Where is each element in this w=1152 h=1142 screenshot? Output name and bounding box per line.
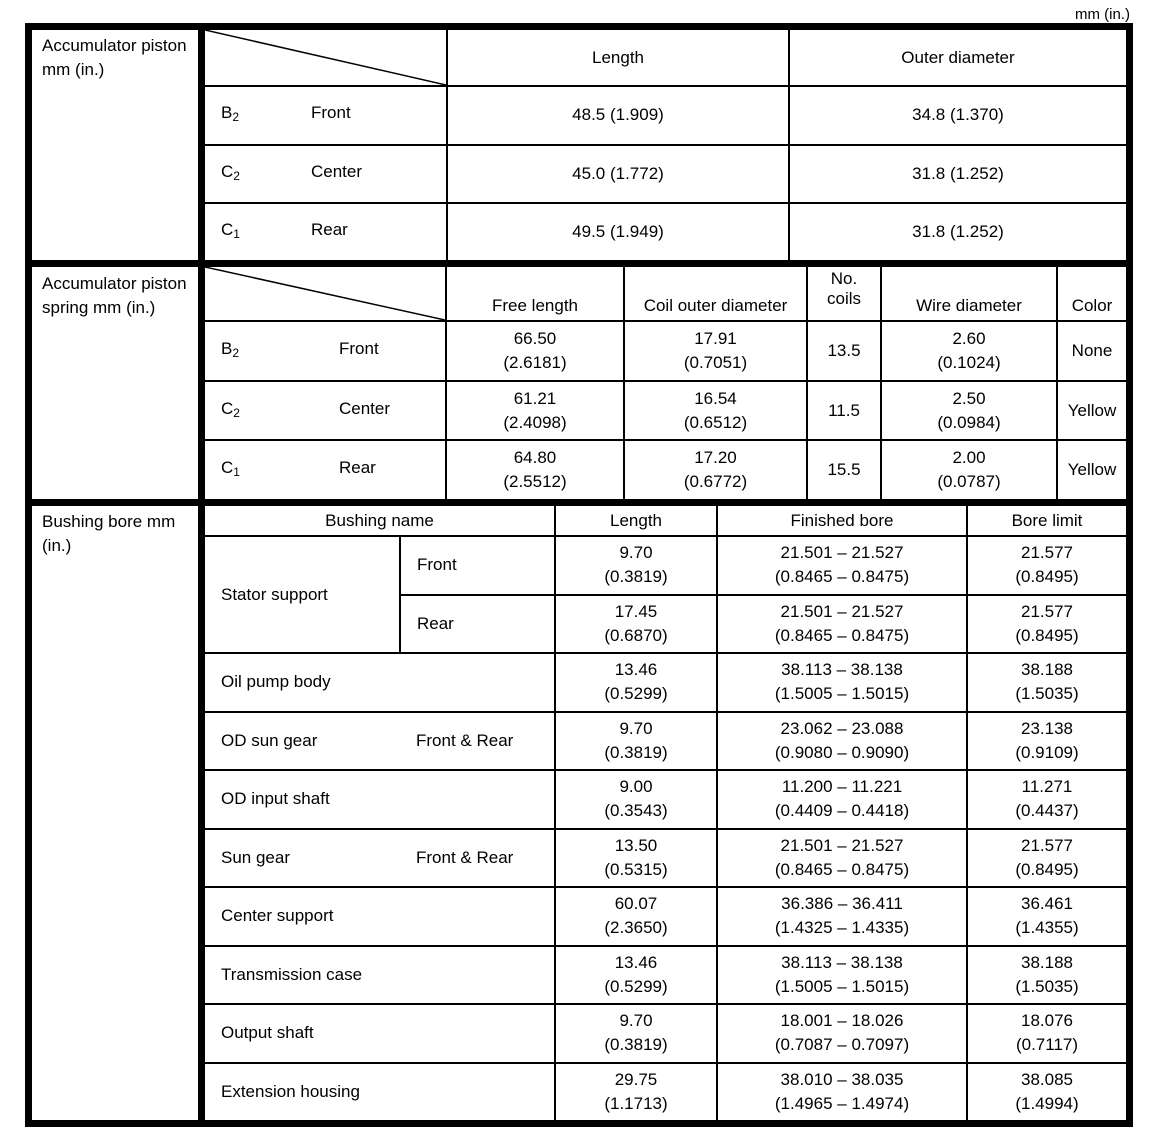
mm-value: 17.91	[694, 328, 737, 348]
mm-value: 38.113 – 38.138	[781, 952, 903, 972]
bore-limit-value	[967, 946, 1126, 1005]
bushing-bore-label: Bushing bore mm (in.)	[42, 512, 176, 555]
position-text: Front & Rear	[416, 847, 514, 867]
mm-value: 21.577	[1021, 543, 1073, 563]
mm-value: 16.54	[694, 388, 737, 408]
inch-value: (0.3819)	[604, 742, 668, 762]
accumulator-spring-label: Accumulator piston spring mm (in.)	[42, 274, 187, 317]
length-value: 49.5 (1.949)	[447, 203, 789, 260]
table-row	[205, 440, 1126, 499]
inch-value: (0.1024)	[937, 352, 1001, 372]
coil-od-value	[624, 321, 807, 381]
mm-value: 66.50	[513, 328, 557, 348]
mm-value: 17.45	[614, 601, 658, 621]
inch-value: (0.0984)	[937, 412, 1001, 432]
col-header-no-coils: No. coils	[807, 267, 881, 321]
mm-value: 23.138	[1021, 718, 1073, 738]
mm-value: 2.00	[952, 448, 986, 468]
position: Center	[339, 398, 391, 418]
inch-value: (1.5035)	[1015, 684, 1079, 704]
inch-value: (0.7117)	[1015, 1035, 1079, 1055]
inch-value: (1.5005 – 1.5015)	[774, 976, 910, 996]
symbol-subscript: 1	[233, 465, 240, 480]
symbol: C	[221, 220, 234, 240]
outer-diameter-value: 31.8 (1.252)	[789, 145, 1126, 204]
finished-bore-value	[717, 1004, 967, 1063]
inch-value: (0.8495)	[1015, 625, 1079, 645]
inch-value: (1.5005 – 1.5015)	[774, 684, 910, 704]
coils-value: 13.5	[807, 321, 881, 381]
inch-value: (2.5512)	[503, 472, 567, 492]
inch-value: (0.5299)	[604, 684, 668, 704]
inch-value: (0.3819)	[604, 1035, 668, 1055]
table-row	[205, 145, 1126, 204]
inch-value: (2.6181)	[503, 352, 567, 372]
name-text: OD sun gear	[221, 730, 318, 750]
table-row	[205, 887, 1126, 946]
accumulator-piston-label: Accumulator piston mm (in.)	[42, 36, 187, 79]
wire-diameter-value	[881, 321, 1057, 381]
inch-value: (0.8465 – 0.8475)	[774, 567, 910, 587]
mm-value: 13.46	[614, 952, 658, 972]
inch-value: (1.4355)	[1015, 918, 1079, 938]
coils-value: 15.5	[807, 440, 881, 499]
color-value: Yellow	[1057, 440, 1126, 499]
bushing-position: Front	[400, 536, 555, 595]
mm-value: 21.577	[1021, 835, 1073, 855]
position: Rear	[311, 220, 348, 240]
inch-value: (0.6512)	[683, 412, 748, 432]
bore-limit-value	[967, 595, 1126, 654]
length-value: 45.0 (1.772)	[447, 145, 789, 204]
inch-value: (0.8465 – 0.8475)	[774, 625, 910, 645]
inch-value: (1.1713)	[604, 1093, 668, 1113]
table-row	[205, 653, 1126, 712]
bushing-name: Output shaft	[205, 1004, 555, 1063]
mm-value: 60.07	[614, 894, 658, 914]
bushing-position: Rear	[400, 595, 555, 654]
mm-value: 38.188	[1021, 952, 1073, 972]
inch-value: (0.8495)	[1015, 567, 1079, 587]
inch-value: (1.4325 – 1.4335)	[774, 918, 910, 938]
wire-diameter-value	[881, 381, 1057, 441]
row-label	[205, 86, 447, 145]
inch-value: (2.4098)	[503, 412, 567, 432]
mm-value: 11.200 – 11.221	[781, 777, 903, 797]
diagonal-line	[205, 267, 445, 320]
finished-bore-value	[717, 887, 967, 946]
inch-value: (0.0787)	[937, 472, 1001, 492]
mm-value: 36.386 – 36.411	[781, 894, 903, 914]
coils-value: 11.5	[807, 381, 881, 441]
table-row	[205, 203, 1126, 260]
mm-value: 23.062 – 23.088	[780, 718, 904, 738]
finished-bore-value	[717, 712, 967, 771]
free-length-value	[446, 440, 624, 499]
mm-value: 61.21	[513, 388, 557, 408]
table-row	[205, 1004, 1126, 1063]
outer-diameter-value: 34.8 (1.370)	[789, 86, 1126, 145]
color-value: None	[1057, 321, 1126, 381]
spec-table-frame	[25, 23, 1133, 1127]
symbol: B	[221, 338, 233, 358]
col-header-finished-bore: Finished bore	[717, 506, 967, 536]
mm-value: 29.75	[614, 1069, 658, 1089]
accumulator-spring-section	[205, 267, 1126, 499]
length-value	[555, 712, 717, 771]
length-value	[555, 829, 717, 888]
finished-bore-value	[717, 946, 967, 1005]
finished-bore-value	[717, 653, 967, 712]
bushing-name	[205, 829, 555, 888]
bore-limit-value	[967, 1004, 1126, 1063]
coil-od-value	[624, 381, 807, 441]
row-label	[205, 440, 446, 499]
row-label	[205, 203, 447, 260]
symbol-subscript: 2	[232, 345, 240, 360]
mm-value: 38.085	[1021, 1069, 1073, 1089]
mm-value: 9.70	[619, 1011, 653, 1031]
wire-diameter-value	[881, 440, 1057, 499]
length-value	[555, 1004, 717, 1063]
length-value	[555, 595, 717, 654]
free-length-value	[446, 381, 624, 441]
length-value	[555, 887, 717, 946]
length-value	[555, 653, 717, 712]
symbol: C	[221, 398, 234, 418]
mm-value: 9.70	[619, 718, 653, 738]
bushing-bore-table	[205, 506, 1126, 1120]
inch-value: (1.4965 – 1.4974)	[774, 1093, 910, 1113]
col-header-color: Color	[1057, 267, 1126, 321]
row-label	[205, 321, 446, 381]
bushing-bore-section	[205, 506, 1126, 1120]
symbol: C	[221, 161, 234, 181]
row-label	[205, 145, 447, 204]
position: Center	[311, 161, 363, 181]
bore-limit-value	[967, 653, 1126, 712]
bushing-name: Center support	[205, 887, 555, 946]
table-row	[205, 321, 1126, 381]
length-value	[555, 946, 717, 1005]
accumulator-piston-section	[205, 30, 1126, 260]
section-divider	[32, 260, 1126, 267]
inch-value: (2.3650)	[604, 918, 668, 938]
length-value	[555, 536, 717, 595]
accumulator-piston-table	[205, 30, 1126, 260]
inch-value: (0.6870)	[604, 625, 668, 645]
bore-limit-value	[967, 829, 1126, 888]
bore-limit-value	[967, 536, 1126, 595]
col-header-outer-diameter: Outer diameter	[789, 30, 1126, 86]
inch-value: (0.3819)	[604, 567, 668, 587]
inch-value: (0.8495)	[1015, 859, 1079, 879]
col-header-free-length: Free length	[446, 267, 624, 321]
mm-value: 21.501 – 21.527	[780, 601, 904, 621]
length-value	[555, 770, 717, 829]
label-column-divider	[198, 30, 205, 1120]
col-header-length: Length	[447, 30, 789, 86]
mm-value: 38.188	[1021, 660, 1073, 680]
diagonal-header-cell	[205, 30, 447, 86]
inch-value: (0.4437)	[1015, 801, 1079, 821]
table-row	[205, 712, 1126, 771]
mm-value: 17.20	[694, 448, 737, 468]
position: Front	[311, 103, 351, 123]
outer-diameter-value: 31.8 (1.252)	[789, 203, 1126, 260]
diagonal-line	[205, 30, 446, 85]
inch-value: (0.3543)	[604, 801, 668, 821]
coil-od-value	[624, 440, 807, 499]
bushing-name: Stator support	[205, 536, 400, 653]
position-text: Front & Rear	[416, 730, 514, 750]
table-row	[205, 946, 1126, 1005]
col-header-bore-limit: Bore limit	[967, 506, 1126, 536]
free-length-value	[446, 321, 624, 381]
inch-value: (0.5299)	[604, 976, 668, 996]
bushing-name: Transmission case	[205, 946, 555, 1005]
mm-value: 13.50	[614, 835, 658, 855]
unit-label: mm (in.)	[1075, 6, 1130, 23]
mm-value: 38.113 – 38.138	[781, 660, 903, 680]
mm-value: 18.001 – 18.026	[780, 1011, 904, 1031]
table-row	[205, 1063, 1126, 1120]
mm-value: 9.70	[619, 543, 653, 563]
position: Front	[339, 338, 379, 358]
bore-limit-value	[967, 887, 1126, 946]
bore-limit-value	[967, 1063, 1126, 1120]
diagonal-header-cell	[205, 267, 446, 321]
symbol-subscript: 2	[233, 405, 240, 420]
symbol-subscript: 2	[232, 110, 240, 125]
mm-value: 21.501 – 21.527	[780, 835, 904, 855]
table-row	[205, 770, 1126, 829]
inch-value: (0.8465 – 0.8475)	[774, 859, 910, 879]
finished-bore-value	[717, 829, 967, 888]
position: Rear	[339, 458, 376, 478]
inch-value: (0.6772)	[683, 472, 748, 492]
bore-limit-value	[967, 770, 1126, 829]
finished-bore-value	[717, 1063, 967, 1120]
inch-value: (0.7087 – 0.7097)	[774, 1035, 910, 1055]
table-row	[205, 829, 1126, 888]
mm-value: 36.461	[1021, 894, 1073, 914]
color-value: Yellow	[1057, 381, 1126, 441]
mm-value: 64.80	[513, 448, 557, 468]
inch-value: (1.4994)	[1015, 1093, 1079, 1113]
length-value: 48.5 (1.909)	[447, 86, 789, 145]
table-row	[205, 86, 1126, 145]
mm-value: 21.577	[1021, 601, 1073, 621]
table-row	[205, 536, 1126, 595]
bore-limit-value	[967, 712, 1126, 771]
symbol: B	[221, 103, 233, 123]
inch-value: (0.4409 – 0.4418)	[774, 801, 910, 821]
col-header-coil-outer-diameter: Coil outer diameter	[624, 267, 807, 321]
mm-value: 38.010 – 38.035	[780, 1069, 904, 1089]
length-value	[555, 1063, 717, 1120]
name-text: Sun gear	[221, 847, 290, 867]
mm-value: 13.46	[614, 660, 658, 680]
bushing-name: Oil pump body	[205, 653, 555, 712]
inch-value: (1.5035)	[1015, 976, 1079, 996]
mm-value: 21.501 – 21.527	[780, 543, 904, 563]
mm-value: 2.60	[952, 328, 986, 348]
symbol: C	[221, 458, 234, 478]
row-label	[205, 381, 446, 441]
finished-bore-value	[717, 770, 967, 829]
symbol-subscript: 1	[233, 227, 240, 242]
col-header-wire-diameter: Wire diameter	[881, 267, 1057, 321]
mm-value: 18.076	[1021, 1011, 1073, 1031]
mm-value: 9.00	[619, 777, 653, 797]
finished-bore-value	[717, 536, 967, 595]
bushing-name: Extension housing	[205, 1063, 555, 1120]
section-divider	[32, 499, 1126, 506]
inch-value: (0.5315)	[604, 859, 668, 879]
mm-value: 11.271	[1021, 777, 1073, 797]
table-row	[205, 381, 1126, 441]
finished-bore-value	[717, 595, 967, 654]
inch-value: (0.7051)	[683, 352, 748, 372]
bushing-name: OD input shaft	[205, 770, 555, 829]
inch-value: (0.9080 – 0.9090)	[774, 742, 910, 762]
col-header-bushing-name: Bushing name	[205, 506, 555, 536]
accumulator-spring-table	[205, 267, 1126, 499]
bushing-name	[205, 712, 555, 771]
inch-value: (0.9109)	[1015, 742, 1079, 762]
col-header-length: Length	[555, 506, 717, 536]
symbol-subscript: 2	[233, 168, 240, 183]
mm-value: 2.50	[952, 388, 986, 408]
